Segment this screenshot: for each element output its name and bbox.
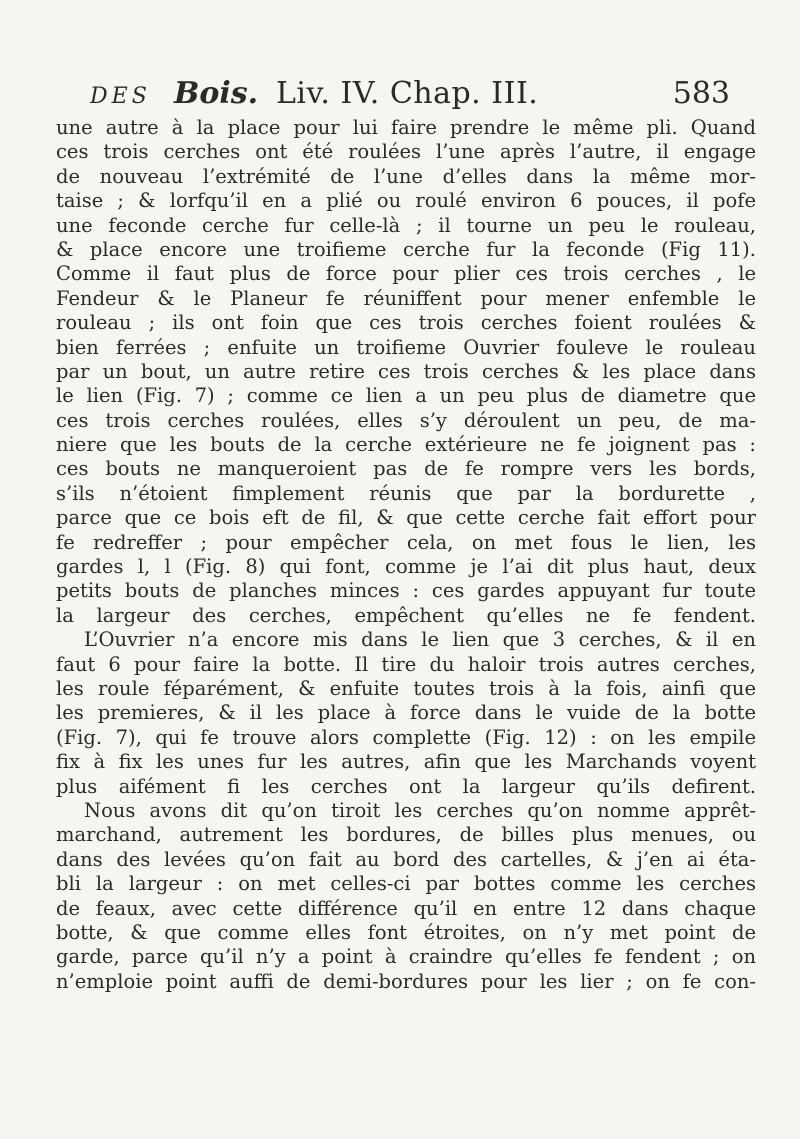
text-line: la largeur des cerches, empêchent qu’elles ne fe fendent.: [56, 603, 756, 627]
text-line: par un bout, un autre retire ces trois cerches & les place dans: [56, 359, 756, 383]
text-line: les premieres, & il les place à force dans le vuide de la botte: [56, 701, 756, 725]
text-line: ces trois cerches ont été roulées l’une après l’autre, il engage: [56, 140, 756, 164]
text-line: n’emploie point auffi de demi-bordures pour les lier ; on fe con-: [56, 969, 756, 993]
paragraph-start-line: L’Ouvrier n’a encore mis dans le lien que 3 cerches, & il en: [84, 628, 756, 652]
text-line: de nouveau l’extrémité de l’une d’elles dans la même mor-: [56, 164, 756, 188]
text-line: Comme il faut plus de force pour plier ces trois cerches , le: [56, 262, 756, 286]
text-line: le lien (Fig. 7) ; comme ce lien a un peu plus de diametre que: [56, 384, 756, 408]
text-line: taise ; & lorfqu’il en a plié ou roulé environ 6 pouces, il pofe: [56, 189, 756, 213]
paragraph-start-line: Nous avons dit qu’on tiroit les cerches qu’on nomme apprêt-: [84, 798, 756, 822]
text-line: rouleau ; ils ont foin que ces trois cerches foient roulées &: [56, 311, 756, 335]
text-line: de feaux, avec cette différence qu’il en entre 12 dans chaque: [56, 896, 756, 920]
text-line: dans des levées qu’on fait au bord des cartelles, & j’en ai éta-: [56, 847, 756, 871]
text-line: fix à fix les unes fur les autres, afin que les Marchands voyent: [56, 750, 756, 774]
running-head: [90, 76, 730, 116]
text-line: ces bouts ne manqueroient pas de fe rompre vers les bords,: [56, 457, 756, 481]
running-head-prefix: DES: [90, 84, 151, 109]
text-line: bien ferrées ; enfuite un troifieme Ouvrier fouleve le rouleau: [56, 335, 756, 359]
text-line: botte, & que comme elles font étroites, on n’y met point de: [56, 920, 756, 944]
body-text: [56, 116, 756, 994]
text-line: s’ils n’étoient fimplement réunis que par la bordurette ,: [56, 481, 756, 505]
text-line: niere que les bouts de la cerche extérieure ne fe joignent pas :: [56, 433, 756, 457]
text-line: une autre à la place pour lui faire prendre le même pli. Quand: [56, 116, 756, 139]
text-line: parce que ce bois eft de fil, & que cette cerche fait effort pour: [56, 506, 756, 530]
text-line: fe redreffer ; pour empêcher cela, on met fous le lien, les: [56, 530, 756, 554]
text-line: petits bouts de planches minces : ces gardes appuyant fur toute: [56, 579, 756, 603]
text-line: marchand, autrement les bordures, de billes plus menues, ou: [56, 823, 756, 847]
running-head-title: Bois.: [174, 76, 259, 111]
text-line: bli la largeur : on met celles-ci par bottes comme les cerches: [56, 872, 756, 896]
text-line: Fendeur & le Planeur fe réuniffent pour mener enfemble le: [56, 286, 756, 310]
text-line: les roule féparément, & enfuite toutes trois à la fois, ainfi que: [56, 676, 756, 700]
text-line: gardes l, l (Fig. 8) qui font, comme je l’ai dit plus haut, deux: [56, 555, 756, 579]
text-line: plus aifément fi les cerches ont la largeur qu’ils defirent.: [56, 774, 756, 798]
text-line: garde, parce qu’il n’y a point à craindre qu’elles fe fendent ; on: [56, 945, 756, 969]
text-line: faut 6 pour faire la botte. Il tire du haloir trois autres cerches,: [56, 652, 756, 676]
page-number: 583: [672, 76, 730, 111]
running-head-chapter: Liv. IV. Chap. III.: [276, 76, 539, 111]
text-line: (Fig. 7), qui fe trouve alors complette (Fig. 12) : on les empile: [56, 725, 756, 749]
text-line: & place encore une troifieme cerche fur la feconde (Fig 11).: [56, 237, 756, 261]
text-line: ces trois cerches roulées, elles s’y déroulent un peu, de ma-: [56, 408, 756, 432]
text-line: une feconde cerche fur celle-là ; il tourne un peu le rouleau,: [56, 213, 756, 237]
